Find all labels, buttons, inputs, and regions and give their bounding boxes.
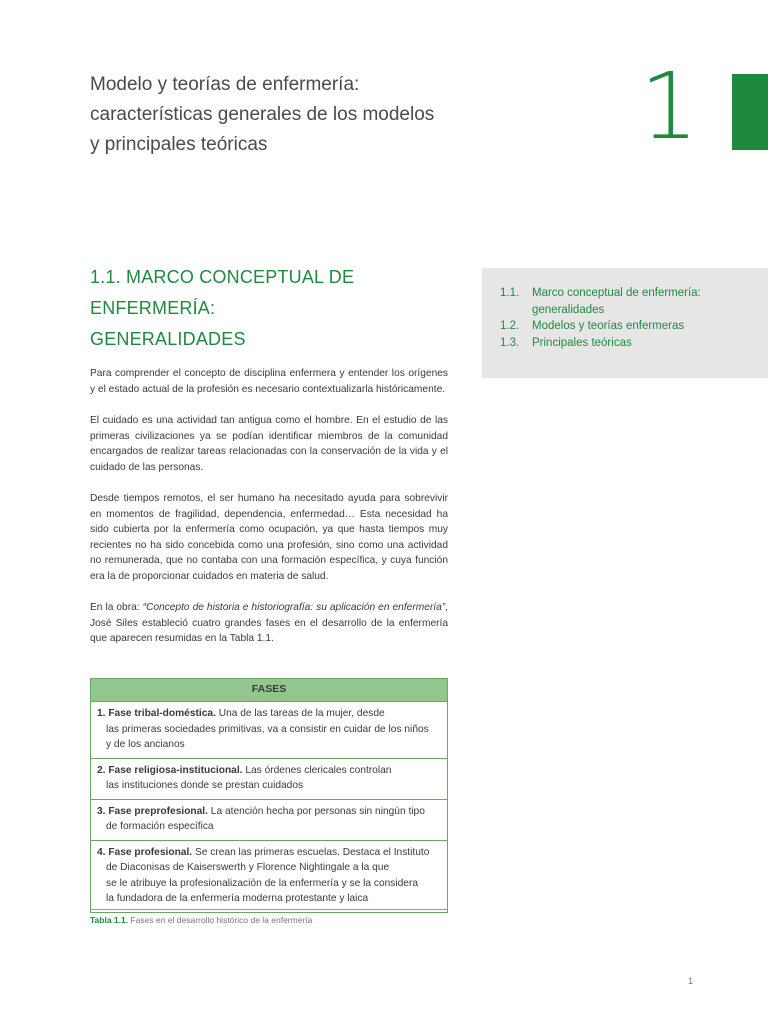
toc-item[interactable] bbox=[500, 285, 762, 318]
phase-text-line: la fundadora de la enfermería moderna protestante y laica bbox=[106, 893, 369, 904]
table-row bbox=[91, 799, 448, 840]
toc-item[interactable] bbox=[500, 335, 762, 352]
body-text bbox=[90, 366, 448, 663]
phase-title: 2. Fase religiosa-institucional. bbox=[97, 764, 243, 776]
section-heading bbox=[90, 262, 470, 355]
work-title: “Concepto de historia e historiografía: su aplicación en enfermería” bbox=[142, 602, 446, 613]
body-paragraph bbox=[90, 600, 448, 647]
phase-title: 4. Fase profesional. bbox=[97, 846, 193, 858]
toc-item-label: Marco conceptual de enfermería: generalidades bbox=[532, 287, 701, 316]
phase-text-line: de formación específica bbox=[106, 821, 214, 832]
phase-first-line bbox=[97, 804, 441, 820]
phase-text-line: de Diaconisas de Kaiserswerth y Florence Nightingale a la que bbox=[106, 862, 390, 873]
section-heading-line: GENERALIDADES bbox=[90, 329, 246, 349]
phase-title: 3. Fase preprofesional. bbox=[97, 805, 208, 817]
toc-item[interactable] bbox=[500, 318, 762, 335]
phase-text-line: y de los ancianos bbox=[106, 739, 185, 750]
phase-text: Una de las tareas de la mujer, desde bbox=[215, 708, 385, 719]
table-cell bbox=[91, 799, 448, 840]
chapter-contents-box bbox=[482, 268, 768, 378]
chapter-title bbox=[90, 70, 470, 160]
phase-text: Las órdenes clericales controlan bbox=[242, 764, 392, 776]
table-row bbox=[91, 702, 448, 759]
toc-item-number: 1.2. bbox=[500, 320, 520, 332]
phase-text: La atención hecha por personas sin ningún tipo bbox=[207, 805, 425, 817]
phase-text: Se crean las primeras escuelas. Destaca el Instituto bbox=[192, 846, 430, 858]
table-row bbox=[91, 758, 448, 799]
chapter-title-line: Modelo y teorías de enfermería: bbox=[90, 74, 360, 95]
table-cell bbox=[91, 758, 448, 799]
toc-list bbox=[500, 285, 762, 351]
table-header-row bbox=[91, 679, 448, 702]
phase-first-line bbox=[97, 763, 441, 779]
table-cell bbox=[91, 702, 448, 759]
table-row bbox=[91, 840, 448, 912]
phase-text-line: las instituciones donde se prestan cuidados bbox=[106, 780, 304, 791]
toc-item-number: 1.3. bbox=[500, 336, 520, 349]
chapter-number: 1 bbox=[640, 53, 699, 160]
caption-text: Fases en el desarrollo histórico de la enfermería bbox=[128, 915, 313, 925]
table-header: FASES bbox=[91, 679, 448, 702]
chapter-tab-marker bbox=[732, 74, 768, 150]
phase-first-line bbox=[97, 706, 441, 722]
phase-first-line bbox=[97, 845, 441, 861]
body-paragraph: El cuidado es una actividad tan antigua como el hombre. En el estudio de las primeras civilizaciones ya se podían identificar miembros de la comunidad encargados de realizar tareas relacionadas con la conservación de la vida y el cuidado de las personas. bbox=[90, 415, 448, 473]
table-cell bbox=[91, 840, 448, 912]
body-paragraph: Desde tiempos remotos, el ser humano ha necesitado ayuda para sobrevivir en momentos de fragilidad, dependencia, enfermedad… Esta necesidad ha sido cubierta por la enfermería como ocupación, ya que hasta tiempos muy recientes no ha sido concebida como una profesión, sino como una actividad no remunerada, que no contaba con una formación específica, y cuya función era la de proporcionar cuidados en materia de salud. bbox=[90, 493, 448, 582]
phase-text-line: las primeras sociedades primitivas, va a consistir en cuidar de los niños bbox=[106, 723, 429, 735]
caption-divider bbox=[90, 909, 448, 910]
toc-item-number: 1.1. bbox=[500, 287, 520, 299]
chapter-title-line: y principales teóricas bbox=[90, 134, 268, 155]
phase-title: 1. Fase tribal-doméstica. bbox=[97, 708, 216, 719]
chapter-title-line: características generales de los modelos bbox=[90, 104, 435, 125]
section-heading-line: 1.1. MARCO CONCEPTUAL DE ENFERMERÍA: bbox=[90, 267, 355, 318]
paragraph-prefix: En la obra: bbox=[90, 602, 143, 613]
caption-label: Tabla 1.1. bbox=[90, 915, 129, 925]
fases-table bbox=[90, 678, 448, 913]
toc-item-label: Modelos y teorías enfermeras bbox=[532, 320, 685, 332]
phase-text-line: se le atribuye la profesionalización de la enfermería y se la considera bbox=[106, 877, 419, 889]
body-paragraph: Para comprender el concepto de disciplina enfermera y entender los orígenes y el estado actual de la profesión es necesario contextualizarla históricamente. bbox=[90, 368, 448, 395]
paragraph-suffix: , José Siles estableció cuatro grandes fases en el desarrollo de la enfermería que aparecen resumidas en la Tabla 1.1. bbox=[90, 602, 448, 644]
toc-item-label: Principales teóricas bbox=[532, 336, 632, 349]
page-number: 1 bbox=[688, 976, 694, 986]
table-caption bbox=[90, 914, 312, 926]
